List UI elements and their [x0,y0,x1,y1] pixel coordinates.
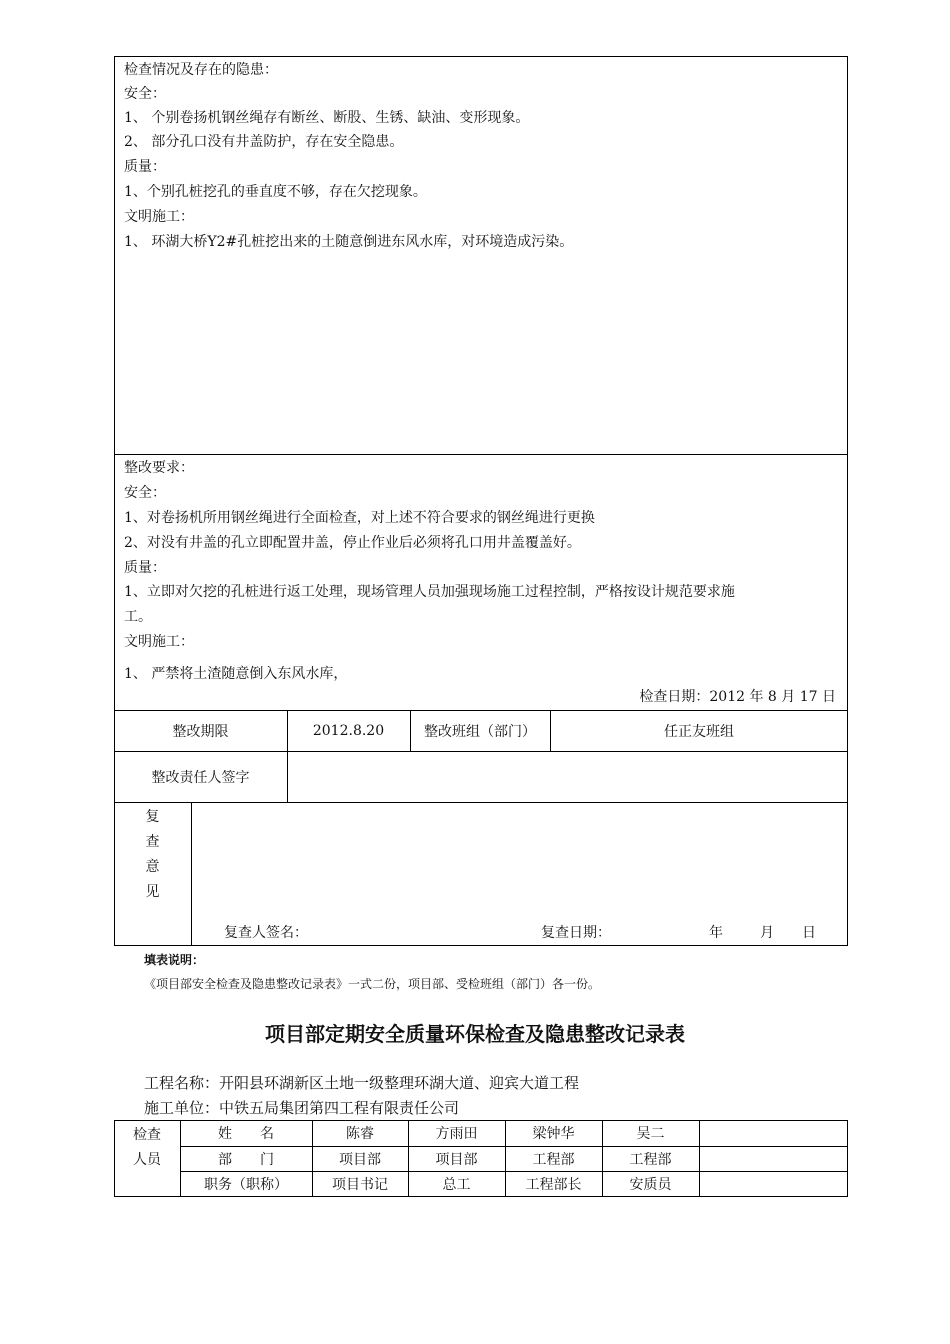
signature-label: 整改责任人签字 [151,769,250,786]
rectification-line: 1、对卷扬机所用钢丝绳进行全面检查，对上述不符合要求的钢丝绳进行更换 [124,510,595,526]
team-value: 任正友班组 [664,723,734,740]
divider [114,802,848,803]
rectification-line: 安全： [124,485,166,501]
table-cell: 工程部 [532,1151,575,1168]
table-cell: 项目部 [339,1151,381,1168]
table-cell [699,1146,848,1171]
inspection-line: 1、 环湖大桥Y2#孔桩挖出来的土随意倒进东风水库，对环境造成污染。 [124,234,574,250]
rectification-line: 文明施工： [124,634,194,650]
inspection-line: 1、个别孔桩挖孔的垂直度不够，存在欠挖现象。 [124,184,427,200]
table-cell: 姓 名 [218,1126,274,1142]
page-title: 项目部定期安全质量环保检查及隐患整改记录表 [265,1022,685,1046]
table-cell [699,1171,848,1197]
review-month: 月 [760,925,774,941]
review-year: 年 [709,925,723,941]
review-label-char: 查 [145,834,160,850]
divider [114,454,848,455]
table-cell: 项目书记 [332,1177,388,1193]
review-label-char: 见 [145,884,160,900]
table-cell: 工程部长 [525,1177,582,1193]
signature-value[interactable] [287,751,848,802]
rectification-line: 工。 [124,609,152,625]
review-label-char: 意 [145,859,160,875]
staff-label: 检查 [133,1127,161,1143]
inspection-heading: 检查情况及存在的隐患： [124,62,278,78]
table-cell: 职务（职称） [204,1177,288,1193]
rectification-line: 1、立即对欠挖的孔桩进行返工处理，现场管理人员加强现场施工过程控制，严格按设计规范要求施 [124,584,735,600]
divider [191,802,192,946]
table-cell: 吴二 [636,1126,665,1142]
table-cell [699,1120,848,1146]
staff-label: 人员 [133,1152,161,1168]
inspection-line: 质量： [124,159,166,175]
review-label-char: 复 [145,809,160,825]
rectification-line: 1、 严禁将土渣随意倒入东风水库， [124,666,348,682]
inspection-date: 检查日期：2012 年 8 月 17 日 [639,689,836,705]
notes-heading: 填表说明： [144,953,205,967]
notes-text: 《项目部安全检查及隐患整改记录表》一式二份，项目部、受检班组（部门）各一份。 [144,977,601,991]
inspection-line: 1、 个别卷扬机钢丝绳存有断丝、断股、生锈、缺油、变形现象。 [124,110,530,126]
rectification-heading: 整改要求： [124,460,194,476]
review-day: 日 [802,925,816,941]
reviewer-signature-label: 复查人签名： [224,925,308,941]
team-label: 整改班组（部门） [424,723,536,740]
project-name: 工程名称：开阳县环湖新区土地一级整理环湖大道、迎宾大道工程 [144,1074,580,1092]
rectification-line: 质量： [124,560,166,576]
table-cell: 梁钟华 [532,1126,575,1142]
construction-unit: 施工单位：中铁五局集团第四工程有限责任公司 [144,1099,460,1117]
table-cell: 陈睿 [346,1126,374,1142]
rectification-line: 2、对没有井盖的孔立即配置井盖，停止作业后必须将孔口用井盖覆盖好。 [124,535,581,551]
table-cell: 部 门 [218,1151,274,1168]
deadline-value: 2012.8.20 [312,722,385,739]
inspection-line: 安全： [124,86,166,102]
deadline-label: 整改期限 [172,723,229,740]
table-cell: 工程部 [629,1151,672,1168]
table-cell: 项目部 [435,1151,478,1168]
table-cell: 方雨田 [435,1126,478,1142]
table-cell: 总工 [442,1177,471,1193]
inspection-line: 文明施工： [124,209,194,225]
review-date-label: 复查日期： [541,925,611,941]
table-cell: 安质员 [629,1177,672,1193]
inspection-line: 2、 部分孔口没有井盖防护，存在安全隐患。 [124,134,404,150]
